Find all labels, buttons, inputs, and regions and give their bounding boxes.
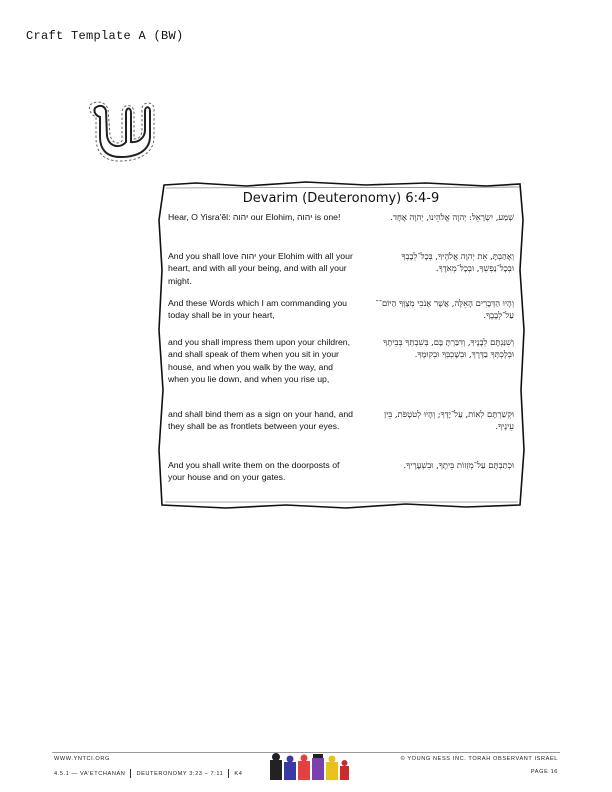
footer-separator bbox=[130, 769, 131, 778]
verse-hebrew: וְהָיוּ הַדְּבָרִים הָאֵלֶּה, אֲשֶׁר אָנֹכִי מְצַוְּךָ הַיּוֹם־־עַל־לְבָבֶךָ. bbox=[375, 298, 514, 321]
verse-hebrew: וּקְשַׁרְתָּם לְאוֹת, עַל־יָדֶךָ; וְהָיוּ לְטֹטָפֹת, בֵּין עֵינֶיךָ. bbox=[383, 409, 514, 432]
footer-reference: DEUTERONOMY 3:23 – 7:11 bbox=[136, 770, 224, 777]
logo-figure-purple bbox=[312, 754, 324, 780]
scroll-title: Devarim (Deuteronomy) 6:4-9 bbox=[242, 191, 440, 206]
verse-english: And you shall love יהוה your Elohim with all your heart, and with all your being, and with all your might. bbox=[168, 251, 353, 286]
verse-english: And these Words which I am commanding you today shall be in your heart, bbox=[168, 298, 347, 321]
logo-figure-red-small bbox=[340, 760, 349, 780]
footer-grade: K4 bbox=[234, 770, 243, 777]
verse-english: Hear, O Yisra'ĕl: יהוה our Elohim, יהוה is one! bbox=[168, 212, 341, 222]
verse-english: and shall bind them as a sign on your hand, and they shall be as frontlets between your eyes. bbox=[168, 409, 353, 432]
verse-english: And you shall write them on the doorposts of your house and on your gates. bbox=[168, 460, 340, 483]
footer-lesson: 4.5.1 — VA'ETCHANAN bbox=[54, 770, 126, 777]
logo-figure-red bbox=[298, 755, 310, 781]
footer-page-number: PAGE 16 bbox=[530, 769, 558, 775]
verse-hebrew: וְאָהַבְתָּ, אֵת יְהוָה אֱלֹהֶיךָ, בְּכָל־לְבָבְךָ וּבְכָל־נַפְשְׁךָ, וּבְכָל־מְאֹדֶךָ. bbox=[401, 251, 514, 274]
shin-cutout-icon bbox=[84, 95, 156, 167]
page-title: Craft Template A (BW) bbox=[26, 29, 184, 43]
footer-copyright: © YOUNG NESS INC. TORAH OBSERVANT ISRAEL bbox=[400, 756, 558, 762]
logo-figure-blue bbox=[284, 756, 296, 781]
logo-figure-black bbox=[270, 753, 282, 780]
footer-lesson-info bbox=[54, 769, 242, 778]
verse-hebrew: וּכְתַבְתָּם עַל־מְזֻזוֹת בֵּיתֶךָ, וּבִשְׁעָרֶיךָ. bbox=[403, 460, 514, 470]
verse-hebrew: שְׁמַע, יִשְׂרָאֵל: יְהוָה אֱלֹהֵינוּ, יְהוָה אֶחָד. bbox=[390, 212, 514, 222]
verse-hebrew: וְשִׁנַּנְתָּם לְבָנֶיךָ, וְדִבַּרְתָּ בָּם, בְּשִׁבְתְּךָ בְּבֵיתֶךָ וּבְלֶכְתְּךָ בַדֶּרֶךְ, וּבְשָׁכְבְּךָ וּבְקוּמֶךָ. bbox=[383, 337, 514, 360]
scripture-scroll bbox=[156, 180, 526, 510]
organization-logo bbox=[268, 752, 352, 782]
footer-separator bbox=[228, 769, 229, 778]
verse-english: and you shall impress them upon your children, and shall speak of them when you sit in your house, and when you walk by the way, and when you lie down, and when you rise up, bbox=[168, 337, 351, 385]
footer-website: WWW.YNTCI.ORG bbox=[54, 756, 110, 762]
logo-figure-yellow bbox=[326, 756, 338, 781]
